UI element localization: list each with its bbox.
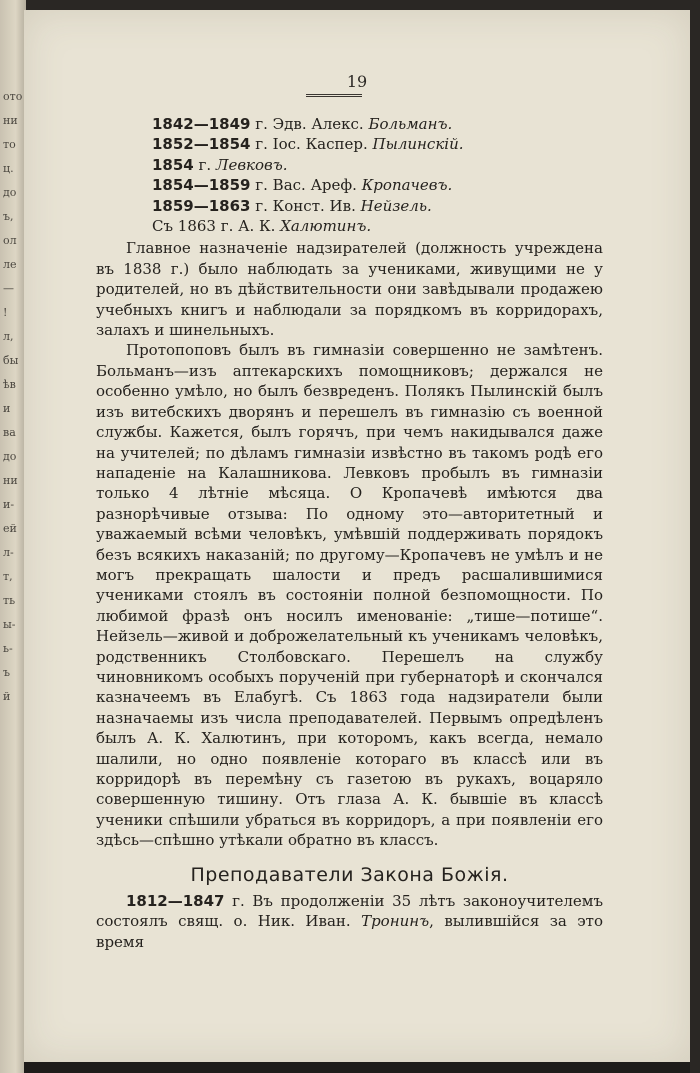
prev-page-fragment: й — [3, 690, 11, 703]
list-item: Съ 1863 г. А. К. Халютинъ. — [152, 217, 372, 236]
list-item: 1859—1863 г. Конст. Ив. Нейзель. — [152, 196, 432, 215]
paragraph-law-teachers: 1812—1847 г. Въ продолженіи 35 лѣтъ законоучителемъ состоялъ свящ. о. Ник. Иван. Тронинъ, вылившійся за это время — [96, 892, 603, 951]
prev-page-fragment: ле — [3, 258, 17, 271]
prev-page-fragment: т, — [3, 570, 13, 583]
supervisors-list — [152, 114, 603, 236]
list-item: 1854—1859 г. Вас. Ареф. Кропачевъ. — [152, 176, 453, 195]
prev-page-fragment: и — [3, 402, 11, 415]
page-text — [96, 114, 603, 952]
prev-page-fragment: ол — [3, 234, 17, 247]
paragraph-supervisors-duty: Главное назначеніе надзирателей (должность учреждена въ 1838 г.) было наблюдать за учениками, живущими не у родителей, но въ дѣйствительности они завѣдывали продажею учебныхъ книгъ и наблюдали за порядкомъ въ корридорахъ, залахъ и шинельныхъ. — [96, 239, 603, 340]
book-page — [24, 10, 690, 1062]
prev-page-fragment: л- — [3, 546, 14, 559]
prev-page-fragment: ни — [3, 474, 18, 487]
prev-page-fragment: ы- — [3, 618, 16, 631]
section-heading: Преподаватели Закона Божія. — [190, 863, 509, 886]
prev-page-fragment: ъ, — [3, 210, 14, 223]
prev-page-fragment: ей — [3, 522, 17, 535]
prev-page-fragment: — — [3, 282, 14, 295]
list-item: 1852—1854 г. Іос. Каспер. Пылинскій. — [152, 135, 464, 154]
prev-page-fragment: ть — [3, 594, 16, 607]
prev-page-fragment: ь- — [3, 642, 13, 655]
previous-page-edge — [0, 0, 26, 1073]
prev-page-fragment: ни — [3, 114, 18, 127]
prev-page-fragment: ! — [3, 306, 8, 319]
page-number-rule — [306, 94, 362, 97]
prev-page-fragment: ъ — [3, 666, 10, 679]
book-bottom-edge — [24, 1062, 690, 1073]
prev-page-fragment: то — [3, 138, 16, 151]
list-item: 1842—1849 г. Эдв. Алекс. Больманъ. — [152, 115, 453, 133]
prev-page-fragment: бы — [3, 354, 19, 367]
page-number: 19 — [346, 72, 368, 91]
prev-page-fragment: ва — [3, 426, 16, 439]
prev-page-fragment: ото — [3, 90, 23, 103]
prev-page-fragment: и- — [3, 498, 15, 511]
paragraph-supervisors-description: Протопоповъ былъ въ гимназіи совершенно не замѣтенъ. Больманъ—изъ аптекарскихъ помощниковъ; держался не особенно умѣло, но былъ безвреденъ. Полякъ Пылинскій былъ изъ витебскихъ дворянъ и перешелъ въ гимназію съ военной службы. Кажется, былъ горячъ, при чемъ накидывался даже на учителей; по дѣламъ гимназіи извѣстно въ такомъ родѣ его нападеніе на Калашникова. Левковъ пробылъ въ гимназіи только 4 лѣтніе мѣсяца. О Кропачевѣ имѣются два разнорѣчивые отзыва: По одному это—авторитетный и уважаемый всѣми человѣкъ, умѣвшій поддерживать порядокъ безъ всякихъ наказаній; по другому—Кропачевъ не умѣлъ и не могъ прекращать шалости и предъ расшалившимися учениками стоялъ въ состояніи полной безпомощности. По любимой фразѣ онъ носилъ именованіе: „тише—потише“. Нейзель—живой и доброжелательный къ ученикамъ человѣкъ, родственникъ Столбовскаго. Перешелъ на службу чиновникомъ особыхъ порученій при губернаторѣ и скончался казначеемъ въ Елабугѣ. Съ 1863 года надзиратели были назначаемы изъ числа преподавателей. Первымъ опредѣленъ былъ А. К. Халютинъ, при которомъ, какъ всегда, немало шалили, но одно появленіе котораго въ классѣ или въ корридорѣ въ перемѣну съ газетою въ рукахъ, воцаряло совершенную тишину. Отъ глаза А. К. бывшіе въ классѣ ученики спѣшили убраться въ корридоръ, а при появленіи его здѣсь—спѣшно утѣкали обратно въ классъ. — [96, 341, 603, 850]
prev-page-fragment: ѣв — [3, 378, 16, 391]
prev-page-fragment: до — [3, 186, 17, 199]
list-item: 1854 г. Левковъ. — [152, 155, 288, 174]
prev-page-fragment: до — [3, 450, 17, 463]
prev-page-fragment: ц. — [3, 162, 14, 175]
prev-page-fragment: л, — [3, 330, 14, 343]
